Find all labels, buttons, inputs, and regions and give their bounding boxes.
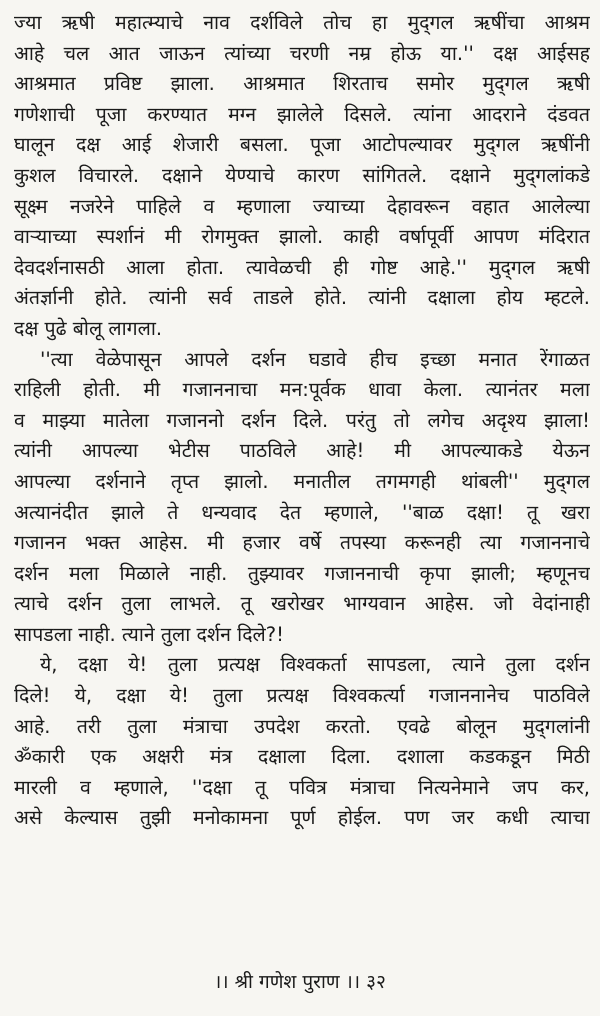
text-line: असे केल्यास तुझी मनोकामना पूर्ण होईल. पण जर कधी त्याचा [14, 806, 590, 830]
text-line: दक्ष पुढे बोलू लागला. [14, 316, 163, 340]
text-line: ज्या ऋषी महात्म्याचे नाव दर्शविले तोच हा मुद्‌गल ऋषींचा आश्रम [14, 11, 590, 34]
page-body-text [14, 8, 590, 834]
text-line: ॐकारी एक अक्षरी मंत्र दक्षाला दिला. दशाला कडकडून मिठी [14, 745, 590, 769]
text-line: मारली व म्हणाले, ''दक्षा तू पवित्र मंत्राचा नित्यनेमाने जप कर, [14, 775, 590, 799]
page-footer: ।। श्री गणेश पुराण ।। ३२ [214, 971, 386, 993]
text-line: आहे. तरी तुला मंत्राचा उपदेश करतो. एवढे बोलून मुद्‌गलांनी [14, 714, 590, 738]
text-line: आपल्या दर्शनाने तृप्त झालो. मनातील तगमगही थांबली'' मुद्‌गल [14, 469, 590, 493]
text-line: अंतर्ज्ञानी होते. त्यांनी सर्व ताडले होते. त्यांनी दक्षाला होय म्हटले. [14, 286, 590, 310]
text-line: व माझ्या मातेला गजाननो दर्शन दिले. परंतु तो लगेच अदृश्य झाला! [14, 408, 590, 432]
text-line: सूक्ष्म नजरेने पाहिले व म्हणाला ज्याच्या देहावरून वहात आलेल्या [14, 194, 590, 218]
text-line: त्याचे दर्शन तुला लाभले. तू खरोखर भाग्यवान आहेस. जो वेदांनाही [14, 592, 590, 616]
text-line: आहे चल आत जाऊन त्यांच्या चरणी नम्र होऊ या.'' दक्ष आईसह [14, 41, 590, 65]
text-line: आश्रमात प्रविष्ट झाला. आश्रमात शिरताच समोर मुद्‌गल ऋषी [14, 72, 590, 96]
text-line: वाऱ्याच्या स्पर्शानं मी रोगमुक्त झालो. काही वर्षापूर्वी आपण मंदिरात [14, 225, 590, 249]
text-line: सापडला नाही. त्याने तुला दर्शन दिले?! [14, 622, 284, 646]
text-line: दर्शन मला मिळाले नाही. तुझ्यावर गजाननाची कृपा झाली; म्हणूनच [14, 561, 590, 585]
text-line: त्यांनी आपल्या भेटीस पाठविले आहे! मी आपल्याकडे येऊन [14, 439, 590, 463]
text-line: दिले! ये, दक्षा ये! तुला प्रत्यक्ष विश्वकर्त्या गजाननानेच पाठविले [14, 684, 590, 708]
text-line: गणेशाची पूजा करण्यात मग्न झालेले दिसले. त्यांना आदराने दंडवत [14, 102, 590, 126]
text-line: देवदर्शनासठी आला होता. त्यावेळची ही गोष्ट आहे.'' मुद्‌गल ऋषी [14, 255, 590, 279]
text-line: राहिली होती. मी गजाननाचा मन:पूर्वक धावा केला. त्यानंतर मला [14, 378, 590, 402]
text-line: कुशल विचारले. दक्षाने येण्याचे कारण सांगितले. दक्षाने मुद्‌गलांकडे [14, 163, 590, 187]
text-line: अत्यानंदीत झाले ते धन्यवाद देत म्हणाले, ''बाळ दक्षा! तू खरा [14, 500, 590, 524]
text-line: ये, दक्षा ये! तुला प्रत्यक्ष विश्वकर्ता सापडला, त्याने तुला दर्शन [40, 653, 590, 677]
text-line: घालून दक्ष आई शेजारी बसला. पूजा आटोपल्यावर मुद्‌गल ऋषींनी [14, 133, 590, 157]
text-line: गजानन भक्त आहेस. मी हजार वर्षे तपस्या करूनही त्या गजाननाचे [14, 531, 590, 555]
text-line: ''त्या वेळेपासून आपले दर्शन घडावे हीच इच्छा मनात रेंगाळत [40, 347, 590, 371]
